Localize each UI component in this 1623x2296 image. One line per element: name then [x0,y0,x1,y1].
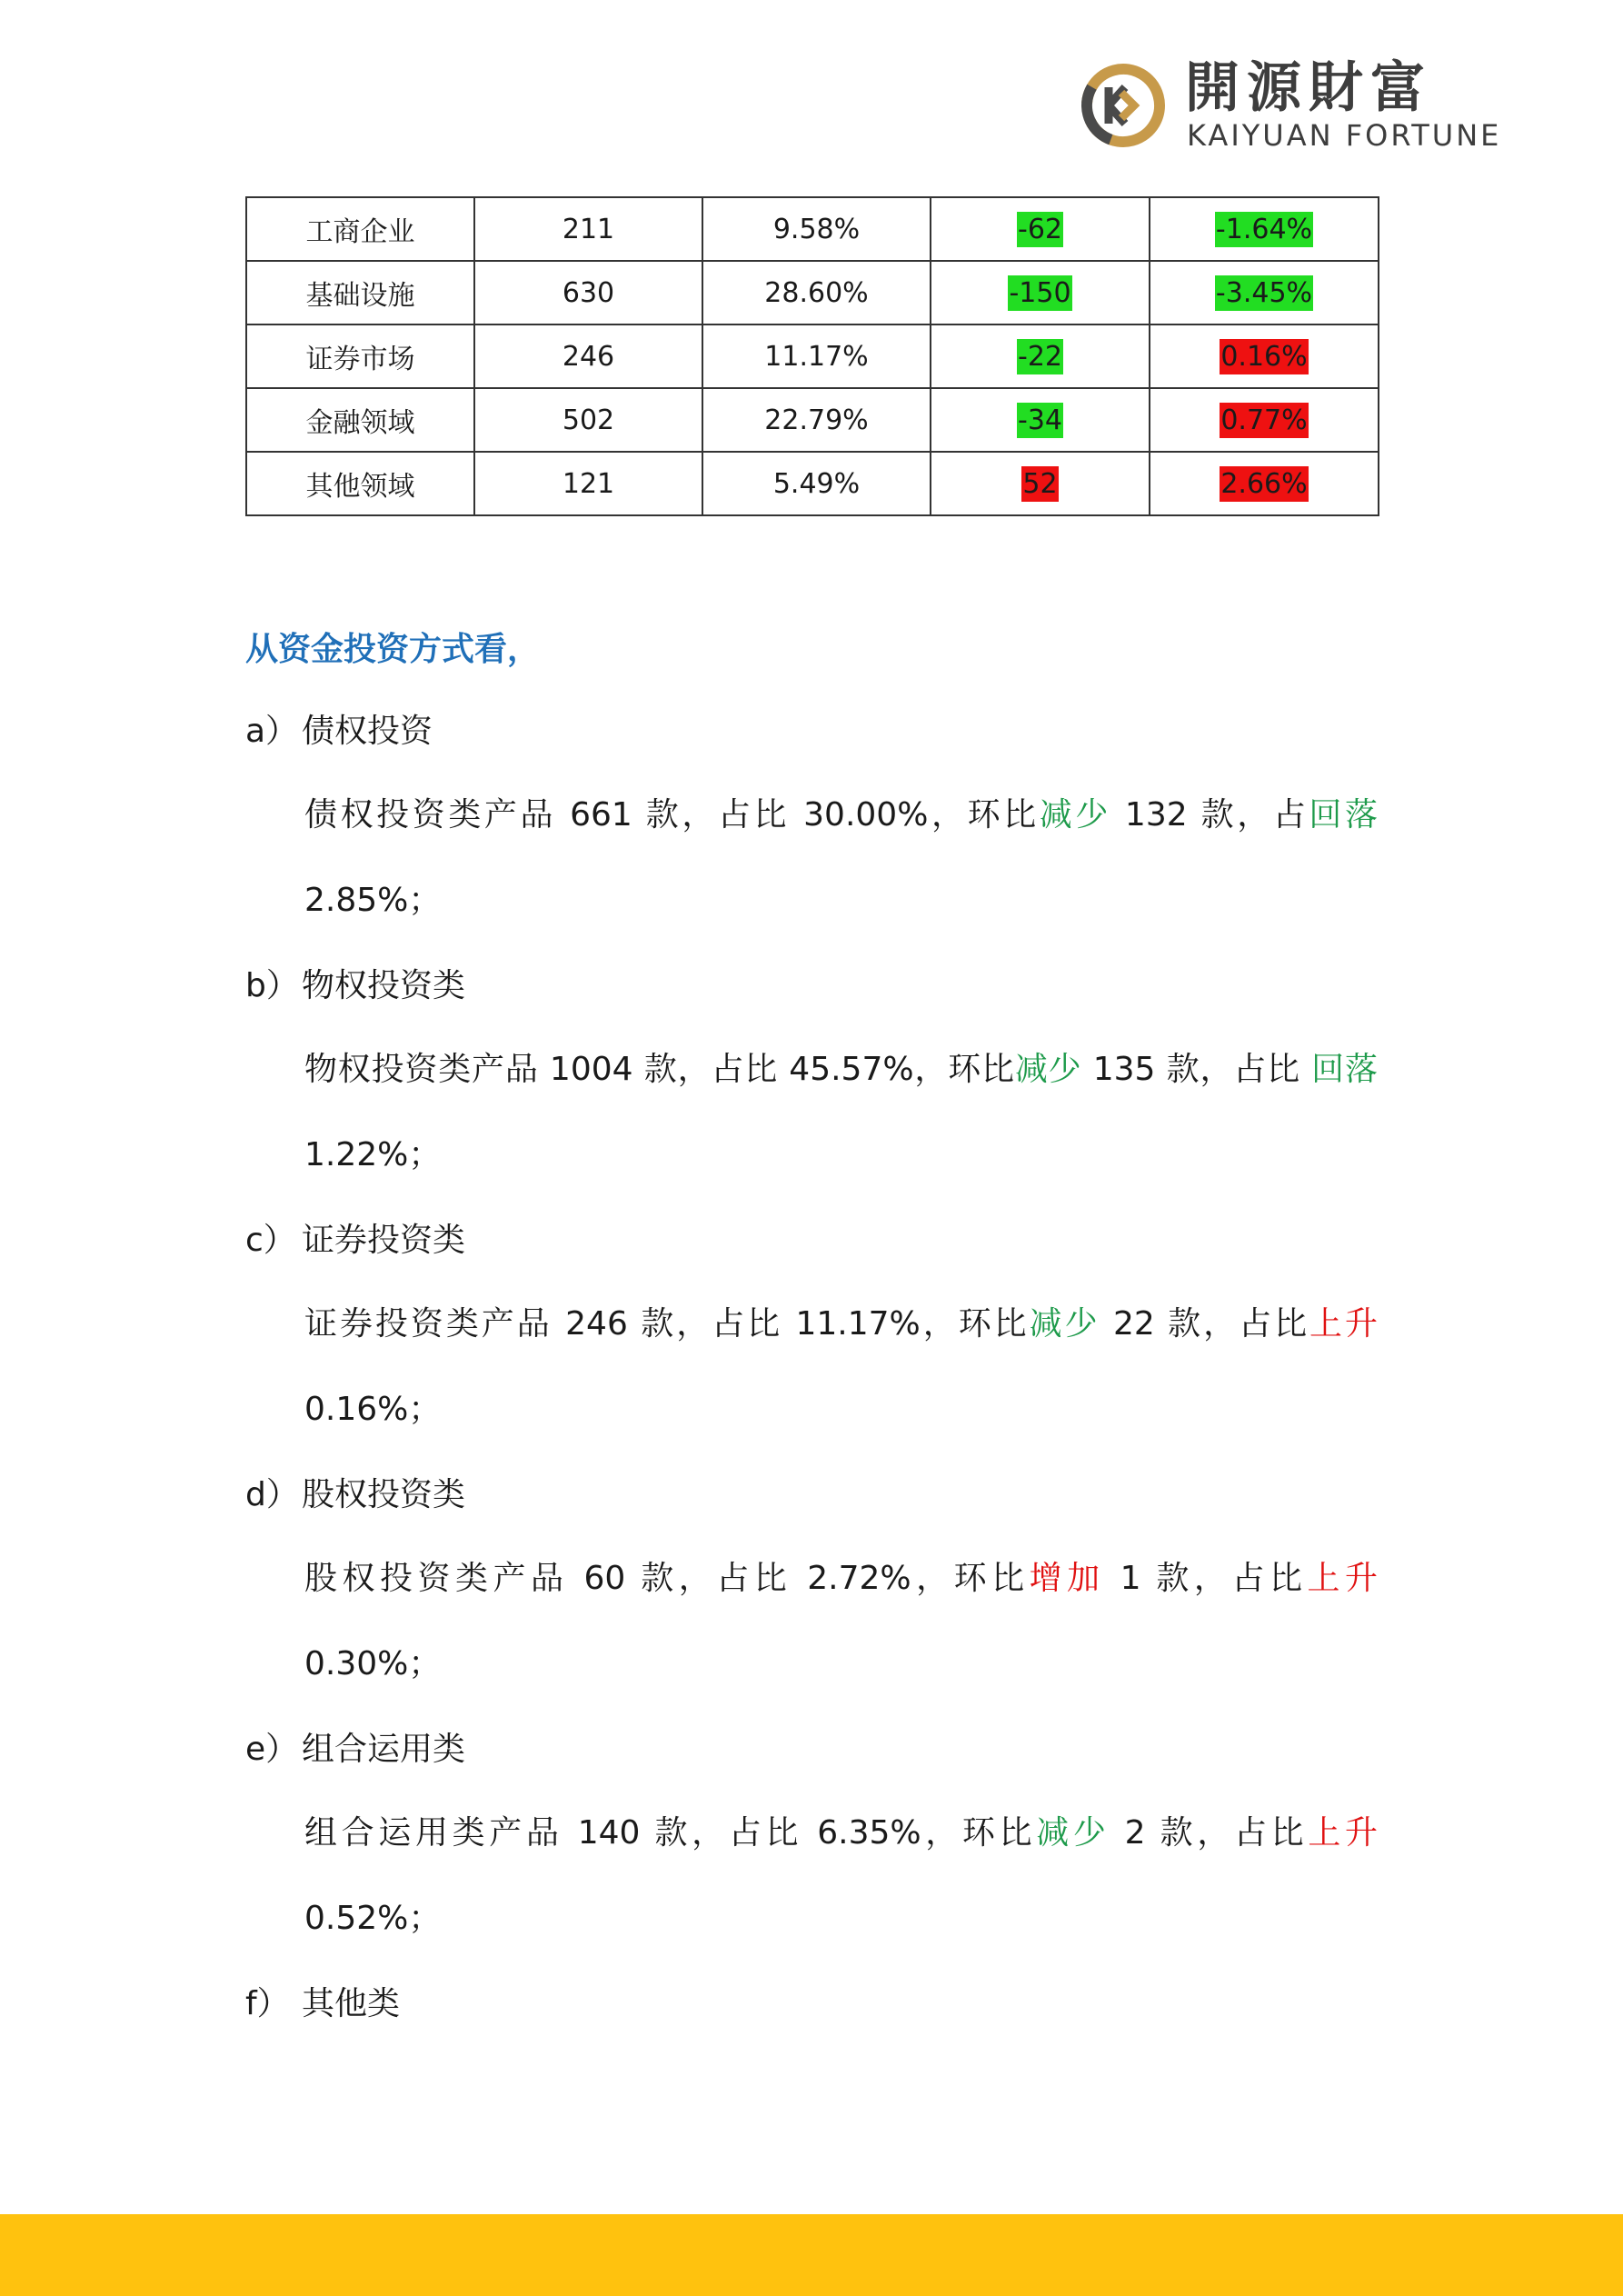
item-title: 其他类 [302,1985,401,2022]
change-direction: 增加 [1029,1560,1105,1597]
share-direction: 上升 [1308,1814,1378,1852]
field-cell-value: 基础设施 [305,280,415,312]
share-cell-value: 28.60% [764,276,869,309]
share-cell-value: 5.49% [772,467,861,500]
paragraph-text: 135 款，占比 [1081,1051,1312,1088]
paragraph-text: 组合运用类产品 140 款，占比 6.35%，环比 [304,1814,1037,1852]
share-direction: 回落 [1311,1051,1378,1088]
table-row [246,452,1379,515]
item-title: 证券投资类 [302,1222,466,1259]
field-cell [246,452,474,515]
item-title: 债权投资 [302,713,433,750]
share-direction: 回落 [1309,796,1378,834]
field-cell-value: 工商企业 [305,216,415,248]
count-change-cell [931,324,1150,388]
count-change-cell [931,452,1150,515]
item-heading [245,1982,400,2027]
product-field-table [245,196,1379,516]
share-direction: 上升 [1309,1305,1378,1343]
count-cell [474,197,702,261]
paragraph-text: 股权投资类产品 60 款，占比 2.72%，环比 [304,1560,1030,1597]
share-cell [702,452,931,515]
paragraph-text: 物权投资类产品 1004 款，占比 45.57%，环比 [304,1051,1015,1088]
brand-logo [1078,56,1502,156]
share-change-cell-value: 2.66% [1220,467,1308,500]
paragraph-text: 1.22%； [304,1136,442,1173]
table-row [246,388,1379,452]
item-title: 组合运用类 [302,1731,466,1768]
share-cell [702,261,931,324]
share-cell [702,197,931,261]
kaiyuan-logo-icon [1078,60,1169,151]
share-cell-value: 22.79% [764,404,869,436]
share-change-cell [1150,388,1379,452]
share-change-cell-value: 0.16% [1220,340,1308,373]
count-cell-value: 630 [562,276,615,309]
item-title: 物权投资类 [302,967,466,1004]
item-label: e） [245,1731,299,1768]
paragraph-text: 22 款，占比 [1100,1305,1310,1343]
count-cell-value: 502 [562,404,615,436]
table-row [246,261,1379,324]
brand-name-cn: 開源財富 [1185,56,1432,120]
item-paragraph [304,1536,1378,1707]
share-change-cell-value: 0.77% [1220,404,1308,436]
count-change-cell-value: -22 [1018,340,1062,373]
paragraph-text: 132 款，占 [1110,796,1309,834]
paragraph-text: 0.30%； [304,1645,442,1682]
count-change-cell-value: 52 [1022,467,1058,500]
count-change-cell-value: -62 [1018,213,1062,245]
item-paragraph [304,1791,1378,1962]
field-cell [246,197,474,261]
change-direction: 减少 [1014,1051,1082,1088]
item-heading [245,963,465,1009]
share-cell [702,324,931,388]
paragraph-text: 证券投资类产品 246 款，占比 11.17%，环比 [304,1305,1030,1343]
item-heading [245,1472,465,1518]
change-direction: 减少 [1036,1814,1110,1852]
paragraph-text: 2 款，占比 [1110,1814,1309,1852]
paragraph-text: 2.85%； [304,882,442,919]
count-change-cell [931,197,1150,261]
paragraph-text: 1 款，占比 [1104,1560,1308,1597]
share-cell-value: 11.17% [764,340,869,373]
count-change-cell [931,388,1150,452]
item-label: a） [245,713,299,750]
brand-name-en: KAIYUAN FORTUNE [1187,118,1502,153]
count-cell [474,388,702,452]
share-direction: 上升 [1307,1560,1378,1597]
field-cell-value: 证券市场 [305,344,415,375]
paragraph-text: 0.52%； [304,1900,442,1937]
table-row [246,197,1379,261]
share-change-cell [1150,197,1379,261]
section-title: 从资金投资方式看， [245,631,541,668]
field-cell [246,324,474,388]
item-paragraph [304,1282,1378,1452]
table-row [246,324,1379,388]
change-direction: 减少 [1039,796,1111,834]
item-label: b） [245,967,299,1004]
count-change-cell-value: -34 [1018,404,1062,436]
field-cell [246,261,474,324]
count-cell-value: 246 [562,340,615,373]
share-cell-value: 9.58% [772,213,861,245]
change-direction: 减少 [1029,1305,1100,1343]
item-heading [245,1218,465,1263]
count-change-cell [931,261,1150,324]
count-cell [474,261,702,324]
count-change-cell-value: -150 [1009,276,1071,309]
item-paragraph [304,1027,1378,1198]
share-change-cell [1150,261,1379,324]
paragraph-text: 0.16%； [304,1391,442,1428]
item-heading [245,709,433,754]
count-cell-value: 121 [562,467,615,500]
item-title: 股权投资类 [302,1476,466,1513]
share-change-cell-value: -3.45% [1215,276,1313,309]
field-cell-value: 金融领域 [305,407,415,439]
item-label: d） [245,1476,299,1513]
item-label: f） [245,1985,290,2022]
paragraph-text: 债权投资类产品 661 款，占比 30.00%，环比 [304,796,1040,834]
count-cell [474,452,702,515]
share-change-cell [1150,324,1379,388]
share-change-cell-value: -1.64% [1215,213,1313,245]
share-cell [702,388,931,452]
item-heading [245,1727,465,1772]
item-paragraph [304,773,1378,943]
share-change-cell [1150,452,1379,515]
count-cell-value: 211 [562,213,615,245]
field-cell-value: 其他领域 [305,471,415,503]
field-cell [246,388,474,452]
count-cell [474,324,702,388]
item-label: c） [245,1222,296,1259]
footer-bar [0,2214,1623,2296]
